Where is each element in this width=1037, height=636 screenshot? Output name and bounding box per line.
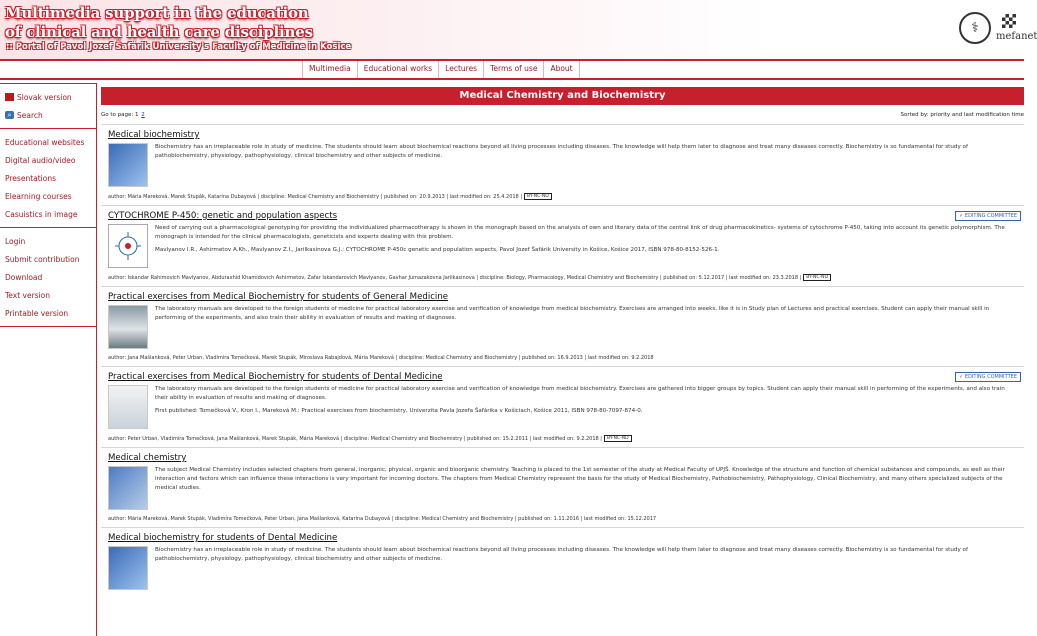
item-thumbnail[interactable] bbox=[108, 546, 148, 590]
sidebar-item-elearning-courses[interactable]: Elearning courses bbox=[5, 191, 72, 201]
sort-label: Sorted by: priority and last modification time bbox=[900, 112, 1024, 118]
item-body bbox=[108, 385, 1024, 429]
page-title: Medical Chemistry and Biochemistry bbox=[101, 87, 1024, 105]
item-description-text: The laboratory manuals are developed to the foreign students of medicine for practical laboratory exercise and verification of knowledge from medical biochemistry. Exercises are gathered into bigger groups by topics. Student can apply their manual skill in performing of the experiments, and also train their ability in evaluation of results and making of diagnoses. bbox=[155, 386, 1005, 402]
item-citation: First published: Tomečková V., Kron I., Mareková M.: Practical exercises from biochemistry, Univerzita Pavla Jozefa Šafárika v Košiciach, Košice 2011, ISBN 978-80-7097-874-0. bbox=[155, 408, 643, 415]
sidebar-item-download[interactable]: Download bbox=[5, 272, 43, 282]
mefanet-grid-icon bbox=[1002, 14, 1016, 28]
item-title-link[interactable]: Medical biochemistry bbox=[108, 130, 200, 140]
item-description-text: The laboratory manuals are developed to the foreign students of medicine for practical laboratory exercise and verification of knowledge from medical biochemistry. Exercises are arranged into weeks, like it is in Study plan of Lectures and practical exercises. Student can apply their manual skill in performing of the experiments, and also train their ability in evaluation of results and making of diagnoses. bbox=[155, 306, 990, 322]
item-meta-text: author: Mária Mareková, Marek Stupák, Vladimíra Tomečková, Peter Urban, Jana Mašlanková, Katarína Dubayová | discipline: Medical Chemistry and Biochemistry | published on: 1.11.2016 | last modified on: 15.12.2017 bbox=[108, 516, 657, 522]
pagination-row bbox=[101, 108, 1024, 122]
list-item bbox=[101, 527, 1024, 590]
list-item bbox=[101, 205, 1024, 284]
sidebar-group-general bbox=[0, 83, 96, 129]
badge-label: EDITING COMMITTEE bbox=[964, 374, 1017, 380]
sidebar-item-casuistics-in-image[interactable]: Casuistics in image bbox=[5, 209, 78, 219]
item-description-text: Need of carrying out a pharmacological genotyping for providing the individualized pharmacotherapy is shown in the monograph based on the analysis of own and literary data of the central link of drug pharmacokinetics- systems of cytochrome P-450, taking into account its genetic polymorphism. The monograph is intended for the clinical pharmacologists, geneticists and experts dealing with this problem. bbox=[155, 225, 1005, 241]
item-meta-text: author: Iskandar Rahimovich Mavlyanov, Abduraxhid Khamidovich Ashirmetov, Zafar Iskandarovich Mavlyanov, Gavhar Jumazakovna Jarilkasinova | discipline: Biology, Pharmacology, Medical Chemistry and Biochemistry | published on: 5.12.2017 | last modified on: 23.3.2018 | bbox=[108, 275, 802, 281]
sidebar-item-text-version[interactable]: Text version bbox=[5, 290, 51, 300]
item-description bbox=[155, 546, 1024, 590]
item-body bbox=[108, 224, 1024, 268]
sidebar-group-user bbox=[0, 228, 96, 327]
item-meta bbox=[108, 193, 1024, 203]
sidebar-item-login[interactable]: Login bbox=[5, 236, 26, 246]
sidebar-item-label: Search bbox=[17, 110, 43, 120]
item-meta bbox=[108, 516, 1024, 525]
pagination bbox=[101, 112, 145, 118]
editing-committee-badge bbox=[955, 211, 1021, 221]
item-description-text: The subject Medical Chemistry includes selected chapters from general, inorganic, physical, organic and bioorganic chemistry. Teaching is placed to the 1st semester of the study at Medical Faculty of UPJŠ. Knowledge of the structure and function of chemical substances and compounds, as well as their interaction and factors which can influence these interactions is very important for incoming doctors. The chapters from Medical Chemistry represent the basis for the study of Medical Biochemistry, Pathobiochemistry, Pathophysiology, Clinical Biochemistry, and many others specialized subjects of the medical studies. bbox=[155, 467, 1005, 492]
site-title-line1[interactable]: Multimedia support in the education bbox=[5, 4, 309, 22]
site-header bbox=[0, 0, 1037, 60]
badge-label: EDITING COMMITTEE bbox=[964, 213, 1017, 219]
nav-multimedia[interactable]: Multimedia bbox=[303, 61, 358, 78]
nav-about[interactable]: About bbox=[544, 61, 579, 78]
search-icon: ⌕ bbox=[5, 111, 14, 119]
item-description bbox=[155, 224, 1024, 268]
sidebar-group-content bbox=[0, 129, 96, 228]
goto-label: Go to page: bbox=[101, 112, 134, 118]
item-list bbox=[101, 124, 1024, 590]
item-description bbox=[155, 143, 1024, 187]
item-citation: Mavlyanov I.R., Ashirmetov A.Kh., Mavlyanov Z.I., Jarilkasinova G.J.: CYTOCHROME P-450c genetic and population aspects, Pavol Jozef Šafárik University in Košice, Košice 2017, ISBN 978-80-8152-526-1. bbox=[155, 247, 720, 254]
item-description bbox=[155, 385, 1024, 429]
item-title-link[interactable]: Practical exercises from Medical Biochemistry for students of General Medicine bbox=[108, 292, 449, 302]
item-description bbox=[155, 305, 1024, 349]
nav-lectures[interactable]: Lectures bbox=[439, 61, 484, 78]
item-body bbox=[108, 466, 1024, 510]
item-thumbnail[interactable] bbox=[108, 385, 148, 429]
site-title-line2[interactable]: of clinical and health care disciplines bbox=[5, 23, 313, 41]
item-thumbnail[interactable] bbox=[108, 466, 148, 510]
sidebar-item-presentations[interactable]: Presentations bbox=[5, 173, 57, 183]
item-meta bbox=[108, 355, 1024, 364]
item-body bbox=[108, 143, 1024, 187]
sidebar-item-label: Slovak version bbox=[17, 92, 72, 102]
mefanet-logo-text: mefanet bbox=[996, 31, 1037, 42]
page-current: 1 bbox=[135, 112, 139, 118]
sidebar bbox=[0, 83, 97, 636]
item-description-text: Biochemistry has an irreplaceable role in study of medicine. The students should learn about biochemical reactions beyond all living processes including diseases. The knowledge will help them later to diagnose and treat many diseases correctly. Biochemistry is so fundamental for study of pathobiochemistry, physiology, pathophysiology, clinical biochemistry and other subjects of medicine. bbox=[155, 144, 968, 160]
list-item bbox=[101, 447, 1024, 525]
nav-terms-of-use[interactable]: Terms of use bbox=[484, 61, 544, 78]
item-title-link[interactable]: Practical exercises from Medical Biochemistry for students of Dental Medicine bbox=[108, 372, 443, 382]
item-body bbox=[108, 305, 1024, 349]
item-thumbnail[interactable] bbox=[108, 305, 148, 349]
editing-committee-badge bbox=[955, 372, 1021, 382]
item-meta bbox=[108, 274, 1024, 284]
item-thumbnail[interactable] bbox=[108, 143, 148, 187]
item-description-text: Biochemistry has an irreplaceable role in study of medicine. The students should learn about biochemical reactions beyond all living processes including diseases. The knowledge will help them later to diagnose and treat many diseases correctly. Biochemistry is so fundamental for study of pathobiochemistry, physiology, pathophysiology, clinical biochemistry and other subjects of medicine. bbox=[155, 547, 968, 563]
sidebar-item-digital-audio-video[interactable]: Digital audio/video bbox=[5, 155, 76, 165]
sidebar-item-slovak-version[interactable] bbox=[0, 88, 96, 106]
sidebar-item-educational-websites[interactable]: Educational websites bbox=[5, 137, 85, 147]
license-badge[interactable]: BY-NC-ND bbox=[604, 435, 632, 442]
nav-rule bbox=[0, 78, 1024, 80]
mefanet-logo[interactable] bbox=[996, 14, 1037, 44]
main-content bbox=[101, 87, 1024, 636]
item-title-link[interactable]: Medical biochemistry for students of Dental Medicine bbox=[108, 533, 338, 543]
list-item bbox=[101, 124, 1024, 203]
sidebar-item-printable-version[interactable]: Printable version bbox=[5, 308, 69, 318]
site-subtitle[interactable]: :: Portal of Pavol Jozef Šafárik University's Faculty of Medicine in Košice bbox=[6, 42, 352, 52]
flag-icon bbox=[5, 93, 14, 101]
item-body bbox=[108, 546, 1024, 590]
license-badge[interactable]: BY-NC-ND bbox=[803, 274, 831, 281]
molecule-icon bbox=[112, 228, 144, 264]
item-description bbox=[155, 466, 1024, 510]
item-thumbnail[interactable] bbox=[108, 224, 148, 268]
license-badge[interactable]: BY-NC-ND bbox=[524, 193, 552, 200]
item-title-link[interactable]: CYTOCHROME P-450: genetic and population aspects bbox=[108, 211, 338, 221]
item-title-link[interactable]: Medical chemistry bbox=[108, 453, 187, 463]
item-meta-text: author: Peter Urban, Vladimíra Tomečková, Jana Mašlanková, Marek Stupák, Mária Mareková | discipline: Medical Chemistry and Biochemistry | published on: 15.2.2011 | last modified on: 9.2.2018 | bbox=[108, 436, 602, 442]
university-seal-icon[interactable]: ⚕ bbox=[959, 12, 991, 44]
nav-educational-works[interactable]: Educational works bbox=[358, 61, 439, 78]
item-meta-text: author: Mária Mareková, Marek Stupák, Katarína Dubayová | discipline: Medical Chemistry and Biochemistry | published on: 20.9.2013 | last modified on: 25.4.2018 | bbox=[108, 194, 523, 200]
item-meta-text: author: Jana Mašlanková, Peter Urban, Vladimíra Tomečková, Marek Stupák, Miroslava Rabajdová, Mária Mareková | discipline: Medical Chemistry and Biochemistry | published on: 16.9.2013 | last modified on: 9.2.2018 bbox=[108, 355, 654, 361]
sidebar-item-search[interactable] bbox=[0, 106, 96, 124]
list-item bbox=[101, 286, 1024, 364]
sidebar-item-submit-contribution[interactable]: Submit contribution bbox=[5, 254, 80, 264]
item-meta bbox=[108, 435, 1024, 445]
check-icon: ✓ bbox=[959, 213, 964, 219]
check-icon: ✓ bbox=[959, 374, 964, 380]
list-item bbox=[101, 366, 1024, 445]
page-link-2[interactable]: 2 bbox=[141, 112, 145, 118]
top-nav bbox=[302, 61, 580, 78]
